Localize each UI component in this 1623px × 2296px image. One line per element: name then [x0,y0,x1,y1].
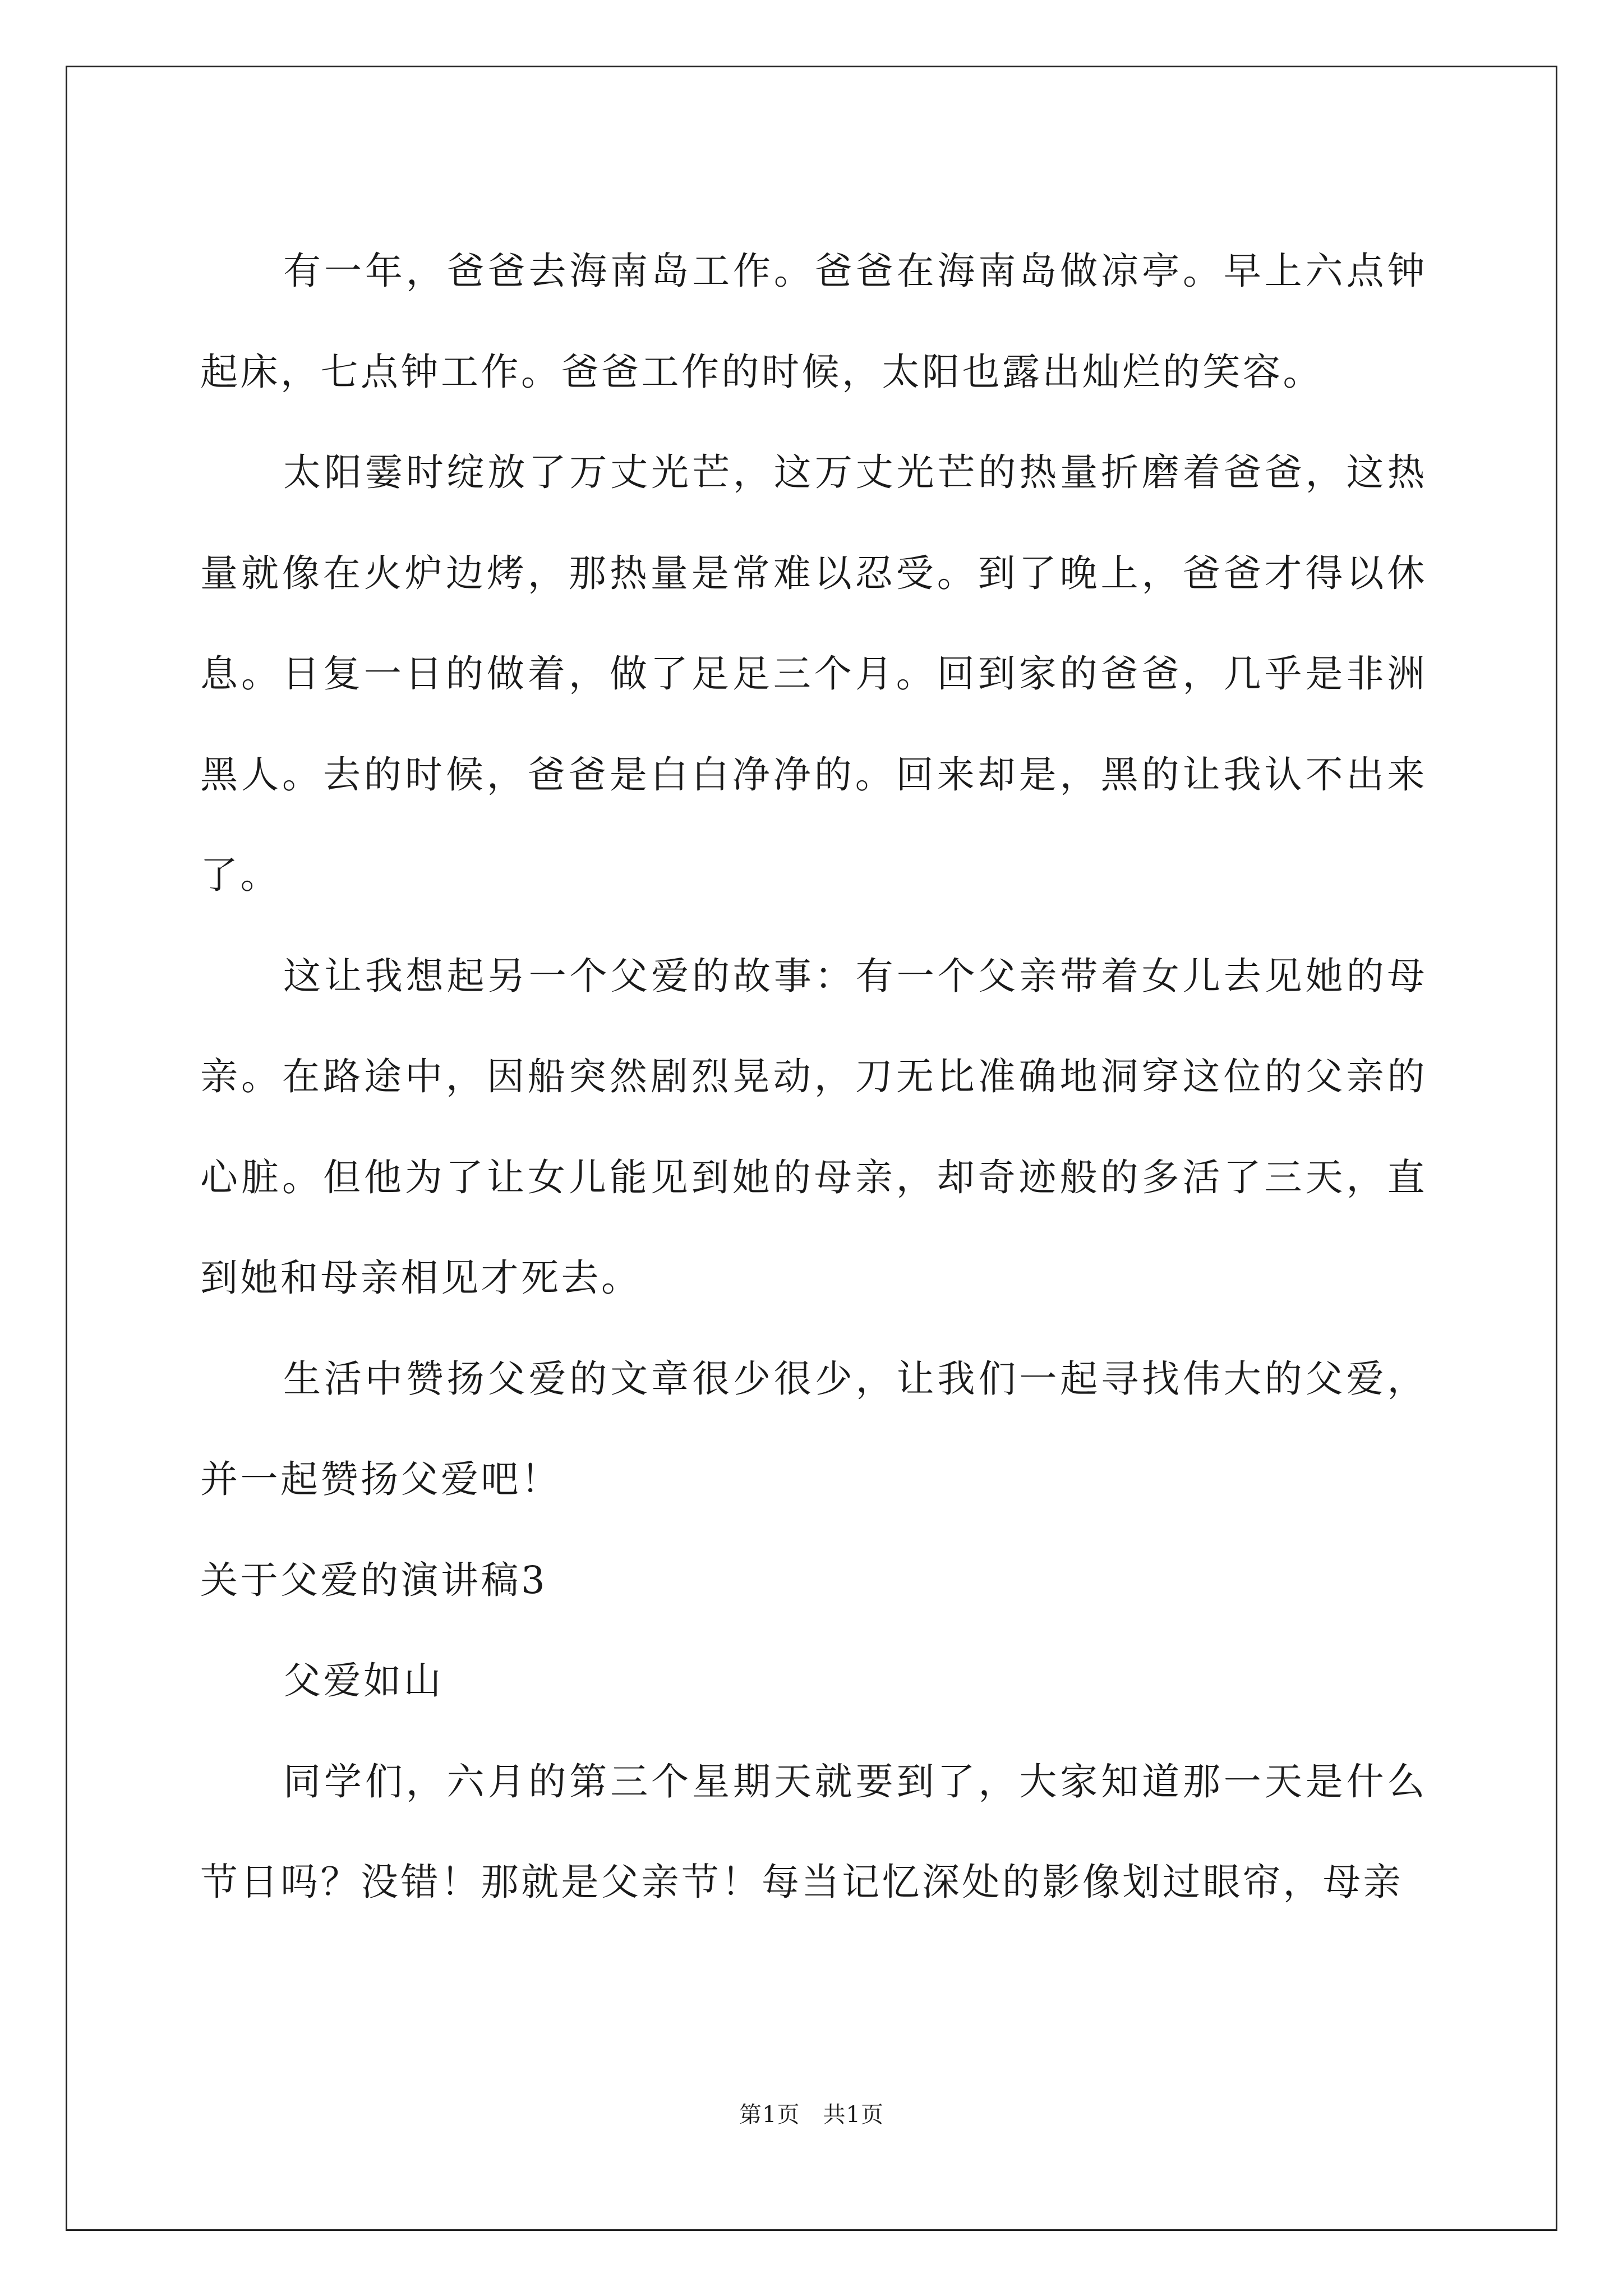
section-subtitle: 父爱如山 [283,1659,444,1703]
page-footer: 第1页 共1页 [739,2102,884,2128]
paragraph: 有一年，爸爸去海南岛工作。爸爸在海南岛做凉亭。早上六点钟起床，七点钟工作。爸爸工作的时候，太阳也露出灿烂的笑容。 [200,249,1427,394]
document-body [200,221,1427,1933]
paragraph: 同学们，六月的第三个星期天就要到了，大家知道那一天是什么节日吗？没错！那就是父亲节！每当记忆深处的影像划过眼帘，母亲 [200,1759,1427,1904]
paragraph: 太阳霎时绽放了万丈光芒，这万丈光芒的热量折磨着爸爸，这热量就像在火炉边烤，那热量是常难以忍受。到了晚上，爸爸才得以休息。日复一日的做着，做了足足三个月。回到家的爸爸，几乎是非洲黑人。去的时候，爸爸是白白净净的。回来却是，黑的让我认不出来了。 [200,450,1427,897]
section-title: 关于父爱的演讲稿3 [200,1558,548,1602]
paragraph: 这让我想起另一个父爱的故事：有一个父亲带着女儿去见她的母亲。在路途中，因船突然剧烈晃动，刀无比准确地洞穿这位的父亲的心脏。但他为了让女儿能见到她的母亲，却奇迹般的多活了三天，直到她和母亲相见才死去。 [200,954,1427,1300]
paragraph: 生活中赞扬父爱的文章很少很少，让我们一起寻找伟大的父爱，并一起赞扬父爱吧！ [200,1356,1427,1501]
